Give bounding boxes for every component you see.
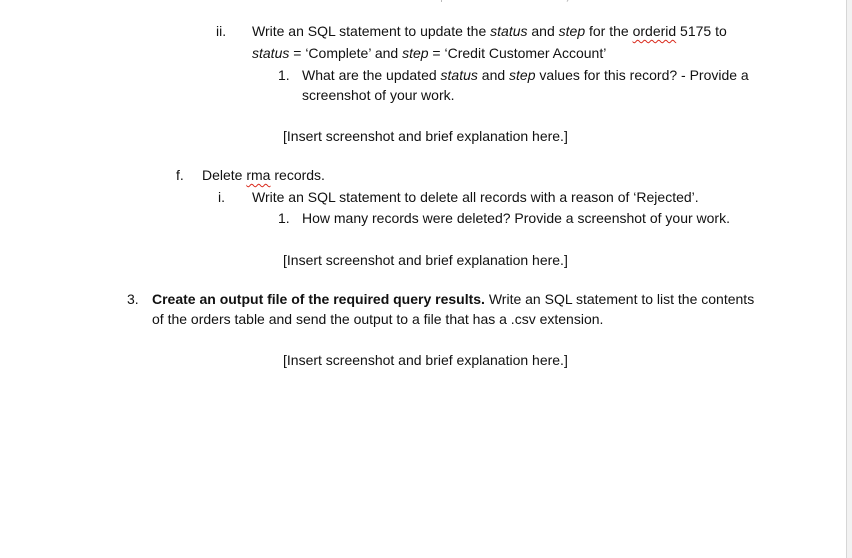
clipped-glyph-fragment xyxy=(441,0,442,2)
update-question-line-2: screenshot of your work. xyxy=(302,87,455,103)
spellcheck-flagged-word: rma xyxy=(246,167,271,183)
screenshot-placeholder: [Insert screenshot and brief explanation here.] xyxy=(283,352,568,368)
output-file-instruction-line-1: Create an output file of the required query results. Write an SQL statement to list the contents xyxy=(152,291,755,307)
list-numeral-i: i. xyxy=(218,189,225,205)
list-numeral-ii: ii. xyxy=(216,23,227,39)
output-file-instruction-line-2: of the orders table and send the output to a file that has a .csv extension. xyxy=(152,311,604,327)
update-instruction-line-2: status = ‘Complete’ and step = ‘Credit Customer Account’ xyxy=(252,45,607,61)
list-number-3: 3. xyxy=(127,291,139,307)
sub-list-number: 1. xyxy=(278,210,290,226)
window-edge xyxy=(846,0,852,558)
sub-list-number: 1. xyxy=(278,67,290,83)
update-instruction-line-1: Write an SQL statement to update the status and step for the orderid 5175 to xyxy=(252,23,727,39)
delete-instruction: Write an SQL statement to delete all records with a reason of ‘Rejected’. xyxy=(252,189,699,205)
delete-question: How many records were deleted? Provide a screenshot of your work. xyxy=(302,210,730,226)
clipped-glyph-fragment xyxy=(567,0,571,2)
list-letter-f: f. xyxy=(176,167,184,183)
spellcheck-flagged-word: orderid xyxy=(632,23,677,39)
update-question-line-1: What are the updated status and step values for this record? - Provide a xyxy=(302,67,749,83)
delete-heading: Delete rma records. xyxy=(202,167,325,183)
screenshot-placeholder: [Insert screenshot and brief explanation here.] xyxy=(283,128,568,144)
screenshot-placeholder: [Insert screenshot and brief explanation here.] xyxy=(283,252,568,268)
